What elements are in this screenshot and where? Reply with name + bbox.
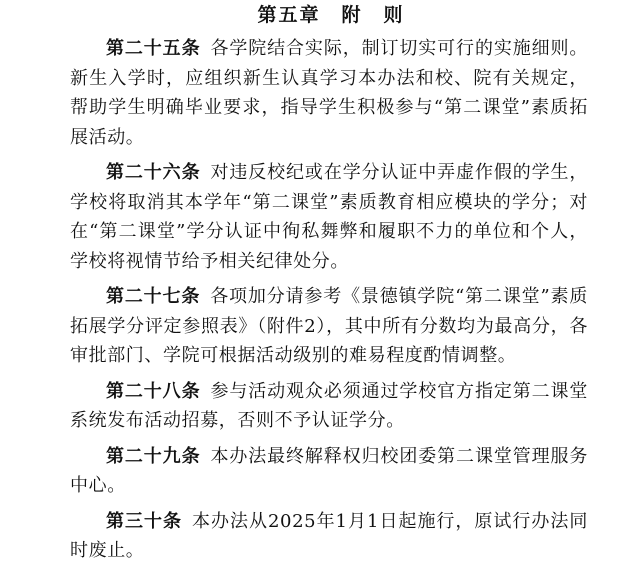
article-number: 第二十九条	[106, 445, 201, 467]
article-number: 第二十八条	[106, 380, 201, 402]
article-number: 第二十五条	[106, 38, 201, 59]
article-text: 各学院结合实际，制订切实可行的实施细则。新生入学时，应组织新生认真学习本办法和校、院有关规定，帮助学生明确毕业要求，指导学生积极参与“第二课堂”素质拓展活动。	[70, 38, 589, 148]
article-25	[70, 34, 588, 152]
chapter-title: 第五章 附 则	[257, 4, 405, 26]
article-26	[70, 158, 588, 276]
article-text: 本办法最终解释权归校团委第二课堂管理服务中心。	[70, 445, 589, 496]
article-text: 各项加分请参考《景德镇学院“第二课堂”素质拓展学分评定参照表》（附件2），其中所有分数均为最高分，各审批部门、学院可根据活动级别的难易程度酌情调整。	[70, 286, 588, 366]
article-29	[70, 442, 588, 501]
article-text: 对违反校纪或在学分认证中弄虚作假的学生，学校将取消其本学年“第二课堂”素质教育相应模块的学分；对在“第二课堂”学分认证中徇私舞弊和履职不力的单位和个人，学校将视情节给予相关纪律处分。	[70, 162, 589, 272]
article-27	[70, 282, 588, 371]
article-text: 参与活动观众必须通过学校官方指定第二课堂系统发布活动招募，否则不予认证学分。	[70, 380, 589, 431]
article-28	[70, 377, 588, 436]
article-number: 第二十六条	[106, 162, 201, 183]
article-number: 第三十条	[106, 510, 182, 532]
article-number: 第二十七条	[106, 286, 201, 307]
article-text: 本办法从2025年1月1日起施行，原试行办法同时废止。	[70, 510, 588, 561]
article-30	[70, 507, 588, 566]
